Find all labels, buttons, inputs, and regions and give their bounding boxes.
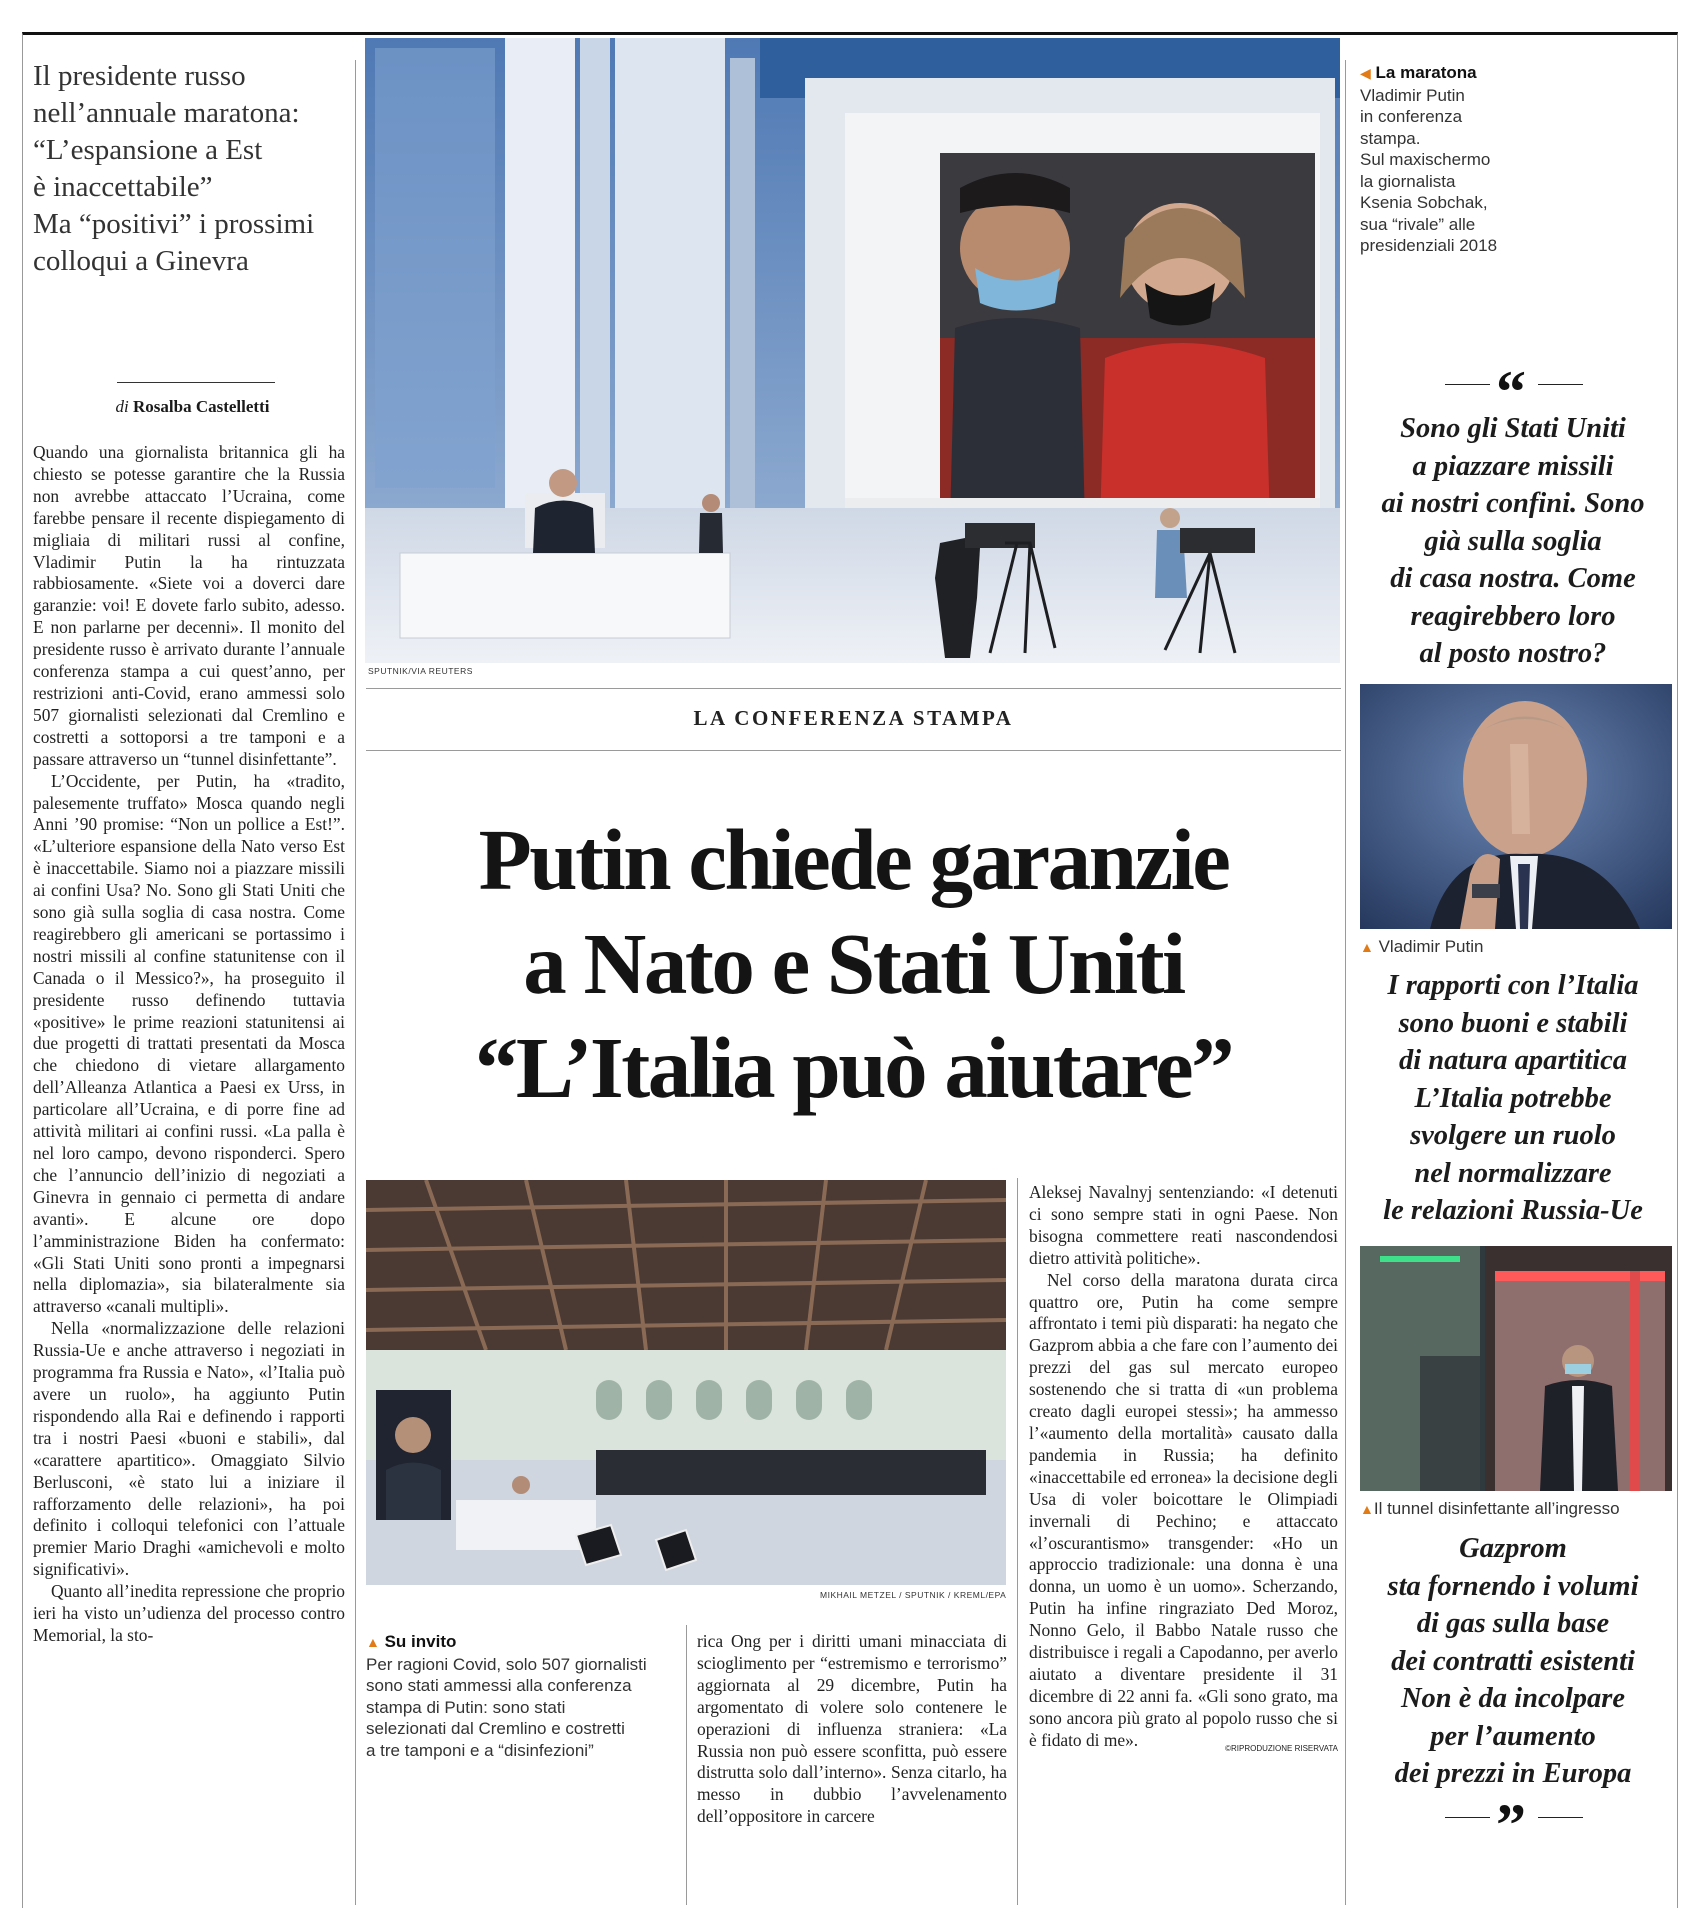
quote-line: I rapporti con l’Italia xyxy=(1387,970,1639,1001)
headline-line: a Nato e Stati Uniti xyxy=(523,915,1184,1012)
caption-line: in conferenza xyxy=(1360,107,1463,126)
disinfection-tunnel-image xyxy=(1360,1246,1672,1491)
photo-credit-main: SPUTNIK/VIA REUTERS xyxy=(368,666,473,676)
section-rule-top xyxy=(366,688,1341,689)
caption-line: stampa. xyxy=(1360,128,1421,148)
quote-line: a piazzare missili xyxy=(1412,450,1614,482)
caption-line: Vladimir Putin xyxy=(1360,85,1465,105)
article-column-middle xyxy=(697,1631,1007,1828)
caption-line: Ksenia Sobchak, xyxy=(1360,193,1488,212)
quote-line: già sulla soglia xyxy=(1424,525,1602,557)
triangle-up-icon: ▲ xyxy=(1360,939,1374,955)
open-quote-icon: “ xyxy=(1496,359,1526,425)
caption-maratona xyxy=(1360,62,1670,257)
kicker-line: Il presidente russo xyxy=(33,60,246,92)
caption-line: sono stati ammessi alla conferenza xyxy=(366,1676,632,1695)
byline-rule xyxy=(117,382,275,383)
section-label: LA CONFERENZA STAMPA xyxy=(693,706,1014,730)
triangle-up-icon: ▲ xyxy=(1360,1501,1374,1517)
quote-line: Gazprom xyxy=(1459,1533,1567,1564)
column-rule-left xyxy=(355,60,356,1905)
quote-line: di casa nostra. Come xyxy=(1390,563,1636,594)
caption-line: Sul maxischermo xyxy=(1360,150,1491,169)
caption-title: La maratona xyxy=(1375,63,1477,82)
quote-block xyxy=(1355,410,1671,673)
quote-line: le relazioni Russia-Ue xyxy=(1383,1195,1643,1226)
kicker-line: è inaccettabile” xyxy=(33,171,213,203)
article-column-left xyxy=(33,442,345,1647)
quote-line: nel normalizzare xyxy=(1414,1157,1612,1189)
kicker xyxy=(33,58,353,280)
headline xyxy=(366,808,1341,1120)
main-photo xyxy=(365,38,1340,663)
copyright-note: ©RIPRODUZIONE RISERVATA xyxy=(1225,1743,1338,1753)
hall-photo xyxy=(366,1180,1006,1585)
putin-photo xyxy=(1360,684,1672,929)
kicker-line: nell’annuale maratona: xyxy=(33,97,300,129)
column-rule-mid xyxy=(686,1625,687,1905)
quote-rule xyxy=(1538,1817,1583,1818)
caption-tunnel xyxy=(1360,1498,1672,1521)
quote-line: di gas sulla base xyxy=(1416,1608,1610,1639)
quote-line: Non è da incolpare xyxy=(1400,1683,1626,1714)
byline-prefix: di xyxy=(115,397,129,416)
quote-line: Sono gli Stati Uniti xyxy=(1400,413,1626,444)
kicker-line: Ma “positivi” i prossimi xyxy=(33,208,315,240)
paragraph: Quanto all’inedita repressione che proprio ieri ha visto un’udienza del processo contro Memorial, la sto- xyxy=(33,1581,345,1645)
quote-line: per l’aumento xyxy=(1430,1720,1596,1752)
caption-line: Per ragioni Covid, solo 507 giornalisti xyxy=(366,1654,647,1674)
caption-line: presidenziali 2018 xyxy=(1360,236,1498,255)
paragraph: L’Occidente, per Putin, ha «tradito, palesemente truffato» Mosca quando negli Anni ’90 promise: “Non un pollice a Est!”. «L’ulteriore espansione della Nato verso Est è inaccettabile. Siamo noi a piazzare missili ai confini Usa? No. Sono gli Stati Uniti che sono già sulla soglia di casa nostra. Come reagirebbero gli americani se portassimo i nostri missili al confine statunitense con il Canada o il Messico?», ha proseguito il presidente russo definendo tuttavia «positive» le prime reazioni statunitensi ai due progetti di trattati presentati da Mosca che chiedono di vietare allargamento dell’Alleanza Atlantica a Paesi ex Urss, in particolare all’Ucraina, e di porre fine ad attività militari ai confini russi. «La palla è nel loro campo, devono risponderci. Spero che l’annuncio dell’inizio di negoziati a Ginevra in gennaio ci permetta di andare avanti». E alcune ore dopo l’amministrazione Biden ha confermato: «Gli Stati Uniti sono pronti a impegnarsi nella diplomazia», sia bilateralmente sia attraverso «canali multipli». xyxy=(33,770,345,1317)
quote-rule xyxy=(1445,1817,1490,1818)
quote-line: dei prezzi in Europa xyxy=(1394,1758,1632,1789)
quote-line: di natura apartitica xyxy=(1398,1045,1628,1076)
quote-line: L’Italia potrebbe xyxy=(1414,1082,1612,1114)
quote-rule xyxy=(1445,384,1490,385)
quote-line: sta fornendo i volumi xyxy=(1387,1570,1639,1602)
quote-line: ai nostri confini. Sono xyxy=(1381,488,1645,519)
byline-author: Rosalba Castelletti xyxy=(133,397,270,416)
triangle-up-icon: ▲ xyxy=(366,1634,380,1650)
paragraph: Nel corso della maratona durata circa quattro ore, Putin ha come sempre affrontato i temi più disparati: ha negato che Gazprom abbia a che fare con l’aumento dei prezzi del gas sul mercato europeo sostenendo che si tratta di «un problema creato dagli europei stessi»; ha ammesso l’«aumento della mortalità» causato dalla pandemia in Russia; ha definito «inaccettabile ed erronea» la decisione degli Usa di voler boicottare le Olimpiadi invernali di Pechino; e attaccato «l’oscurantismo» transgender: «Ho un approccio tradizionale: una donna è una donna, un uomo è un uomo». Scherzando, Putin ha infine ringraziato Ded Moroz, Nonno Gelo, il Babbo Natale russo che distribuisce i regali a Capodanno, per averlo aiutato a diventare presidente il 31 dicembre di 22 anni fa. «Gli sono grato, ma sono ancora più grato al popolo russo che si è fidato di me». xyxy=(1029,1269,1338,1750)
caption-text: Vladimir Putin xyxy=(1378,937,1484,956)
quote-line: al posto nostro? xyxy=(1419,638,1607,669)
quote-line: dei contratti esistenti xyxy=(1391,1645,1635,1677)
caption-line: sua “rivale” alle xyxy=(1360,214,1476,234)
photo-credit-hall: MIKHAIL METZEL / SPUTNIK / KREML/EPA xyxy=(820,1590,1007,1600)
section-rule-bottom xyxy=(366,750,1341,751)
quote-block xyxy=(1355,967,1671,1230)
headline-line: Putin chiede garanzie xyxy=(478,811,1229,908)
byline xyxy=(30,397,355,417)
paragraph: Quando una giornalista britannica gli ha chiesto se potesse garantire che la Russia non avrebbe attaccato l’Ucraina, come farebbe pensare il recente dispiegamento di migliaia di militari russi al confine, Vladimir Putin la ha rintuzzata rabbiosamente. «Siete voi a doverci dare garanzie: voi! E dovete farlo subito, adesso. E non parlarne per decenni». Il monito del presidente russo è arrivato durante l’annuale conferenza stampa a cui quest’anno, per restrizioni anti-Covid, erano ammessi solo 507 giornalisti selezionati dal Cremlino e costretti a sottoporsi a tre tamponi e a passare attraverso un “tunnel disinfettante”. xyxy=(33,442,345,769)
caption-line: selezionati dal Cremlino e costretti xyxy=(366,1719,625,1738)
paragraph: Nella «normalizzazione delle relazioni Russia-Ue e anche attraverso i negoziati in programma fra Russia e Nato», «l’Italia può avere un ruolo», ha aggiunto Putin rispondendo alla Rai e definendo i rapporti tra i nostri Paesi «buoni e stabili», dal «carattere apartitico». Omaggiato Silvio Berlusconi, «è stato lui a iniziare il rafforzamento delle relazioni», ha poi definito i colloqui telefonici con l’attuale premier Mario Draghi «amichevoli e molto significativi». xyxy=(33,1318,345,1580)
caption-putin xyxy=(1360,936,1670,959)
column-rule-mid2 xyxy=(1017,1178,1018,1905)
triangle-left-icon: ◀ xyxy=(1360,65,1371,81)
caption-line: stampa di Putin: sono stati xyxy=(366,1697,566,1717)
paragraph: Aleksej Navalnyj sentenziando: «I detenuti ci sono sempre stati in ogni Paese. Non bisogna commettere reati nascondendosi dietro attività politiche». xyxy=(1029,1182,1338,1268)
putin-portrait-image xyxy=(1360,684,1672,929)
headline-line: “L’Italia può aiutare” xyxy=(474,1019,1233,1116)
column-rule-right xyxy=(1345,60,1346,1905)
quote-rule xyxy=(1538,384,1583,385)
press-conference-image xyxy=(365,38,1340,663)
caption-text: Il tunnel disinfettante all’ingresso xyxy=(1373,1499,1620,1518)
caption-line: a tre tamponi e a “disinfezioni” xyxy=(366,1740,594,1760)
paragraph: rica Ong per i diritti umani minacciata di scioglimento per “estremismo e terrorismo” aggiornata al 29 dicembre, Putin ha argomentato di volere solo contenere le operazioni di influenza straniera: «La Russia non può essere sconfitta, può essere distrutta solo dall’interno». Senza citarlo, ha messo in dubbio l’avvelenamento dell’oppositore in carcere xyxy=(697,1631,1007,1827)
quote-line: sono buoni e stabili xyxy=(1398,1007,1628,1039)
quote-line: svolgere un ruolo xyxy=(1410,1120,1616,1151)
kicker-line: colloqui a Ginevra xyxy=(33,245,249,277)
tunnel-photo xyxy=(1360,1246,1672,1491)
caption-su-invito xyxy=(366,1631,684,1761)
close-quote-icon: ” xyxy=(1496,1792,1526,1858)
caption-title: Su invito xyxy=(384,1632,457,1651)
article-column-right xyxy=(1029,1182,1338,1759)
quote-line: reagirebbero loro xyxy=(1410,600,1616,632)
conference-hall-image xyxy=(366,1180,1006,1585)
quote-block xyxy=(1355,1530,1671,1793)
kicker-line: “L’espansione a Est xyxy=(33,134,263,166)
caption-line: la giornalista xyxy=(1360,171,1456,191)
